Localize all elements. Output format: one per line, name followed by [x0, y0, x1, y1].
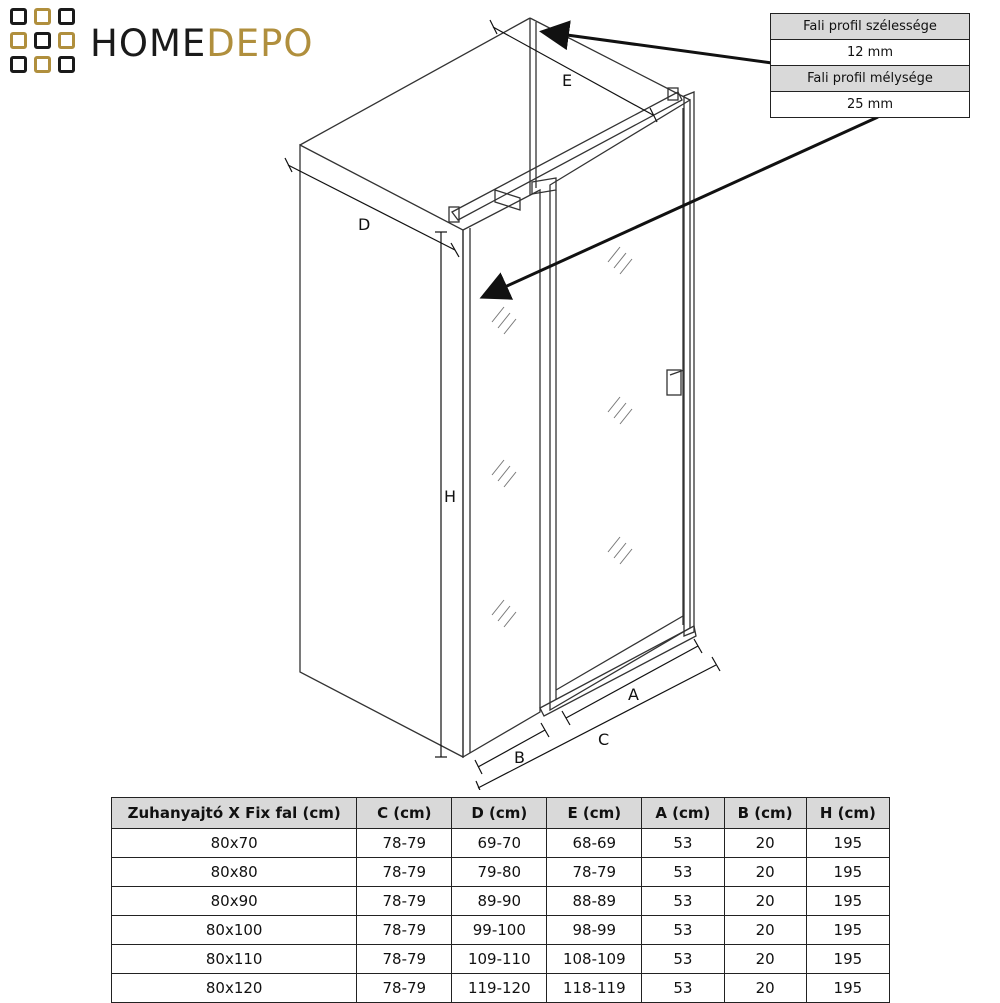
column-header: H (cm): [806, 798, 889, 829]
label-d: D: [358, 215, 371, 234]
column-header: E (cm): [547, 798, 642, 829]
table-row: [112, 974, 890, 1003]
table-header-row: [112, 798, 890, 829]
label-e: E: [562, 71, 573, 90]
spec-width-value: 12 mm: [771, 40, 969, 66]
table-row: [112, 858, 890, 887]
spec-depth-value: 25 mm: [771, 92, 969, 117]
table-row: [112, 887, 890, 916]
table-cell: 53: [642, 974, 724, 1003]
table-cell: 20: [724, 974, 806, 1003]
table-cell: 53: [642, 887, 724, 916]
wall-profile: [684, 92, 694, 636]
table-cell: 78-79: [357, 945, 452, 974]
stabilizer-bar: [452, 92, 682, 220]
column-header: D (cm): [452, 798, 547, 829]
table-cell: 80x80: [112, 858, 357, 887]
table-cell: 79-80: [452, 858, 547, 887]
table-cell: 53: [642, 945, 724, 974]
table-row: [112, 829, 890, 858]
table-row: [112, 916, 890, 945]
table-cell: 78-79: [357, 916, 452, 945]
table-cell: 53: [642, 916, 724, 945]
table-cell: 53: [642, 858, 724, 887]
table-cell: 195: [806, 974, 889, 1003]
table-cell: 20: [724, 858, 806, 887]
table-cell: 20: [724, 829, 806, 858]
table-cell: 118-119: [547, 974, 642, 1003]
table-cell: 89-90: [452, 887, 547, 916]
callout-arrow-width: [545, 32, 772, 63]
spec-depth-label: Fali profil mélysége: [771, 66, 969, 92]
table-cell: 108-109: [547, 945, 642, 974]
wall-profile-spec-box: [770, 13, 970, 118]
top-back-edge: [300, 18, 530, 145]
table-cell: 195: [806, 887, 889, 916]
table-cell: 195: [806, 916, 889, 945]
table-cell: 80x70: [112, 829, 357, 858]
size-table: [111, 797, 890, 1003]
table-cell: 68-69: [547, 829, 642, 858]
table-cell: 20: [724, 945, 806, 974]
table-cell: 78-79: [547, 858, 642, 887]
table-cell: 119-120: [452, 974, 547, 1003]
logo-wordmark: HOMEDEPO: [90, 22, 314, 65]
dimension-line-a: [566, 646, 698, 718]
table-cell: 20: [724, 887, 806, 916]
table-cell: 80x100: [112, 916, 357, 945]
table-cell: 20: [724, 916, 806, 945]
table-cell: 80x110: [112, 945, 357, 974]
table-cell: 78-79: [357, 858, 452, 887]
table-cell: 195: [806, 829, 889, 858]
callout-arrow-depth: [485, 117, 878, 296]
table-cell: 88-89: [547, 887, 642, 916]
table-cell: 78-79: [357, 829, 452, 858]
label-b: B: [514, 748, 525, 767]
glass-reflection-marks: [492, 247, 632, 627]
column-header: B (cm): [724, 798, 806, 829]
column-header: A (cm): [642, 798, 724, 829]
side-fixed-panel: [300, 145, 463, 757]
table-cell: 99-100: [452, 916, 547, 945]
table-cell: 195: [806, 945, 889, 974]
table-cell: 53: [642, 829, 724, 858]
dimension-line-b: [478, 730, 545, 767]
label-c: C: [598, 730, 610, 749]
spec-width-label: Fali profil szélessége: [771, 14, 969, 40]
table-cell: 80x90: [112, 887, 357, 916]
column-header: Zuhanyajtó X Fix fal (cm): [112, 798, 357, 829]
label-h: H: [444, 487, 457, 506]
table-cell: 69-70: [452, 829, 547, 858]
table-cell: 195: [806, 858, 889, 887]
door-panel: [550, 100, 690, 710]
table-row: [112, 945, 890, 974]
table-cell: 98-99: [547, 916, 642, 945]
dimension-line-d: [288, 165, 455, 250]
table-cell: 109-110: [452, 945, 547, 974]
label-a: A: [628, 685, 639, 704]
table-cell: 78-79: [357, 974, 452, 1003]
column-header: C (cm): [357, 798, 452, 829]
table-cell: 80x120: [112, 974, 357, 1003]
table-cell: 78-79: [357, 887, 452, 916]
dimension-line-c: [478, 665, 716, 788]
